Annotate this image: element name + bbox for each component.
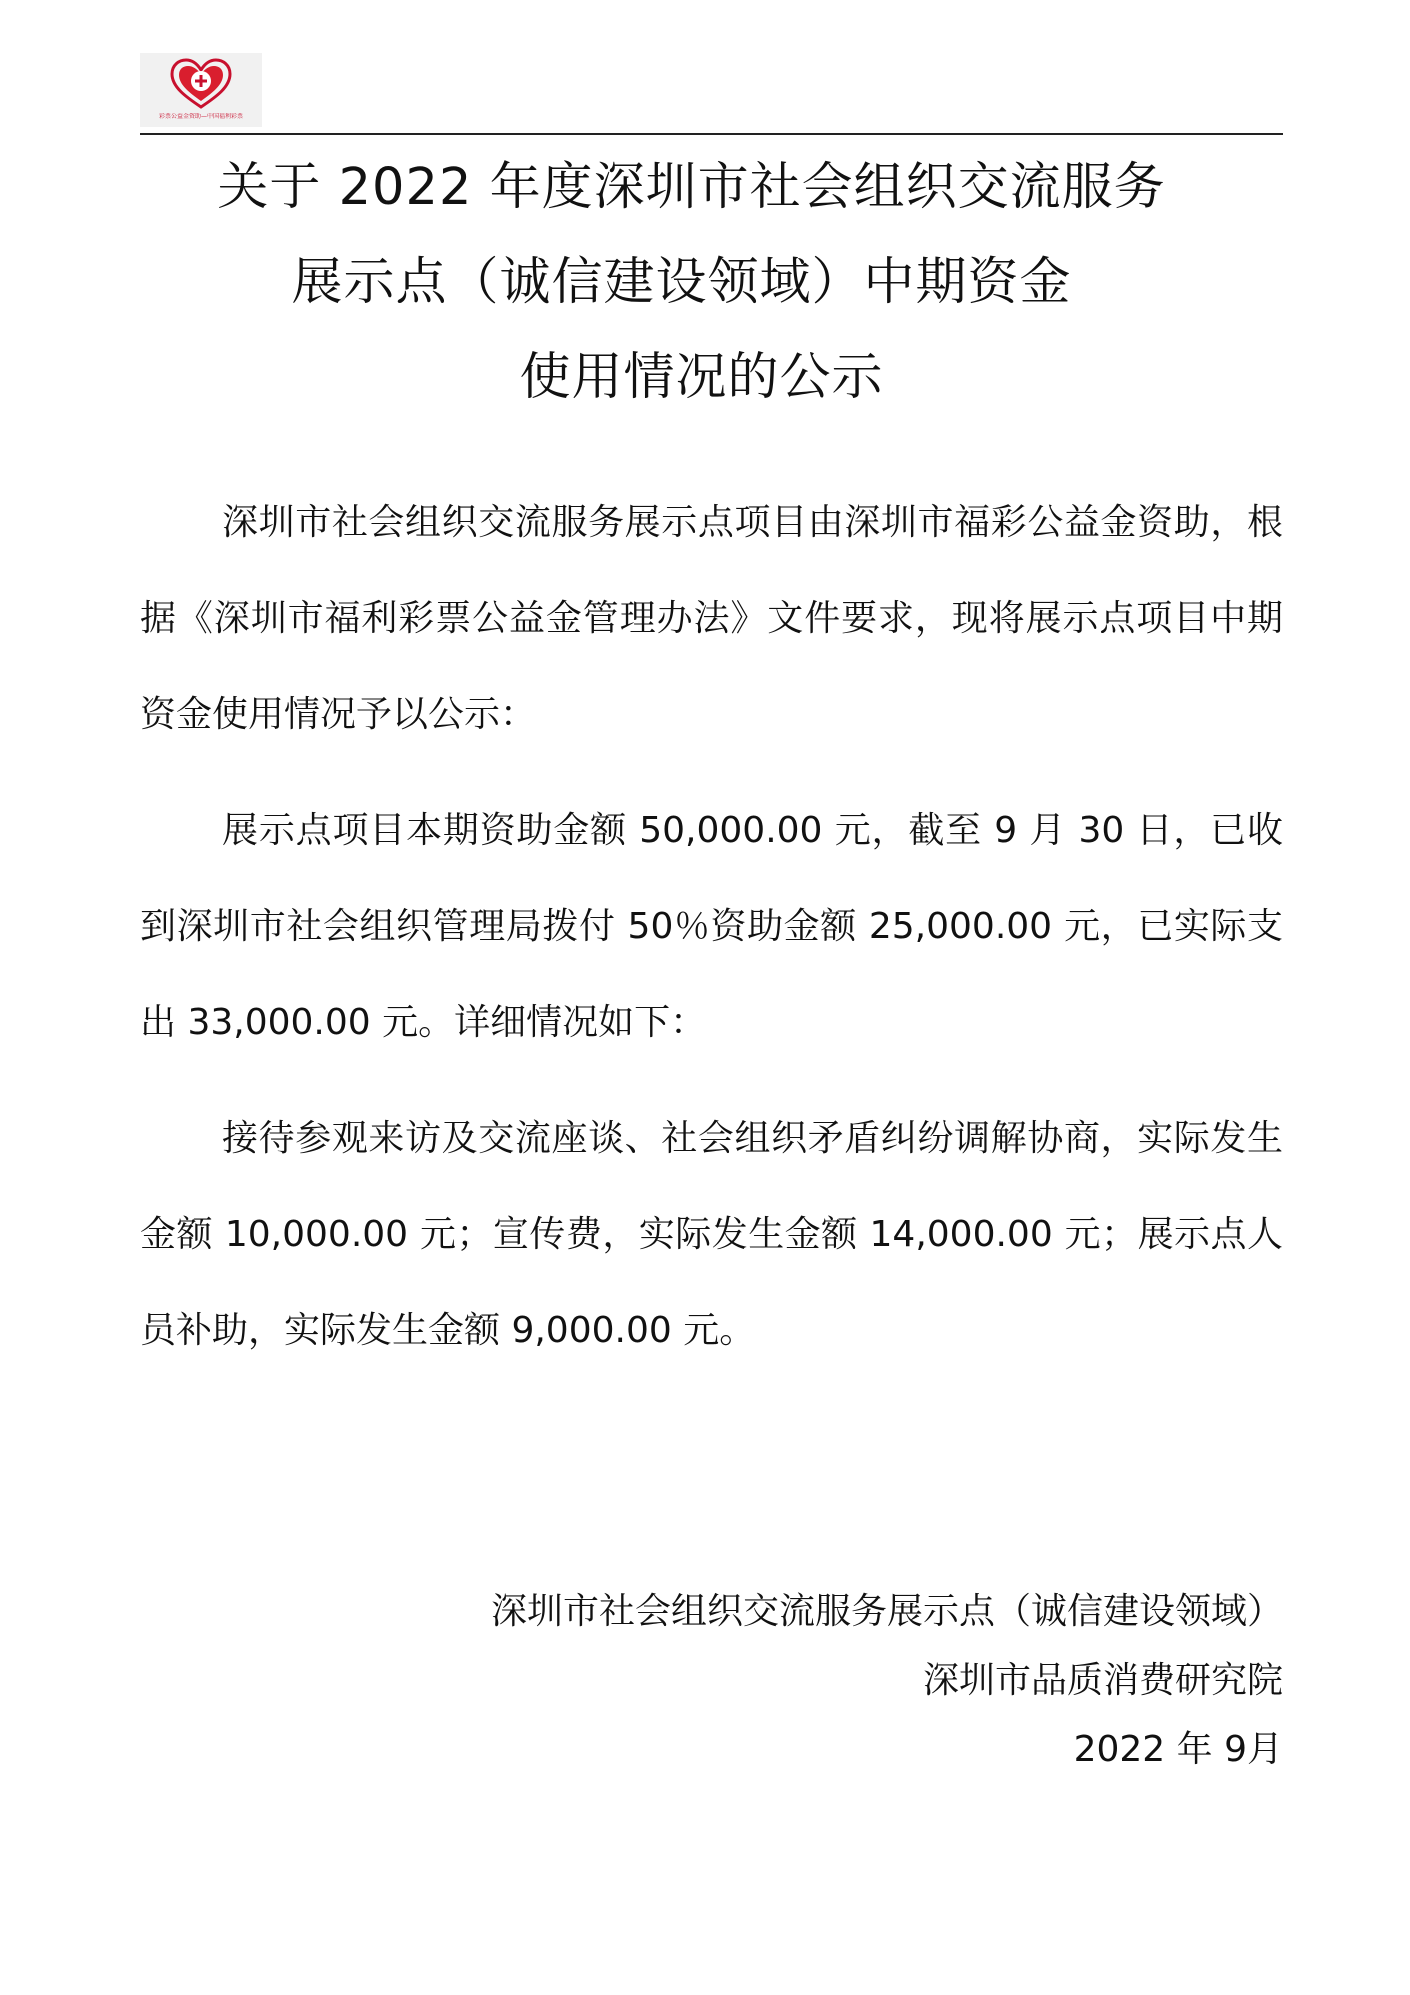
paragraph-funding-amounts: 展示点项目本期资助金额 50,000.00 元，截至 9 月 30 日，已收到深圳市社会组织管理局拨付 50％资助金额 25,000.00 元，已实际支出 33,000.00 元。详细情况如下： [140, 810, 1283, 1043]
document-title-line-3: 使用情况的公示 [519, 348, 884, 407]
paragraph-funding-source: 深圳市社会组织交流服务展示点项目由深圳市福彩公益金资助，根据《深圳市福利彩票公益金管理办法》文件要求，现将展示点项目中期资金使用情况予以公示： [140, 502, 1283, 735]
signature-organization: 深圳市社会组织交流服务展示点（诚信建设领域） [490, 1591, 1283, 1632]
welfare-lottery-logo [140, 53, 262, 127]
signature-institute: 深圳市品质消费研究院 [922, 1660, 1283, 1701]
document-title-line-1: 关于 2022 年度深圳市社会组织交流服务 [217, 158, 1166, 217]
signature-date: 2022 年 9月 [1073, 1729, 1283, 1770]
paragraph-expense-details: 接待参观来访及交流座谈、社会组织矛盾纠纷调解协商，实际发生金额 10,000.00 元；宣传费，实际发生金额 14,000.00 元；展示点人员补助，实际发生金额 9,000.00 元。 [140, 1118, 1283, 1351]
heart-emblem-icon [168, 57, 234, 111]
document-title-line-2: 展示点（诚信建设领域）中期资金 [291, 253, 1072, 312]
logo-caption: 彩票公益金资助—中国福利彩票 [158, 113, 243, 120]
header-divider [140, 133, 1283, 135]
